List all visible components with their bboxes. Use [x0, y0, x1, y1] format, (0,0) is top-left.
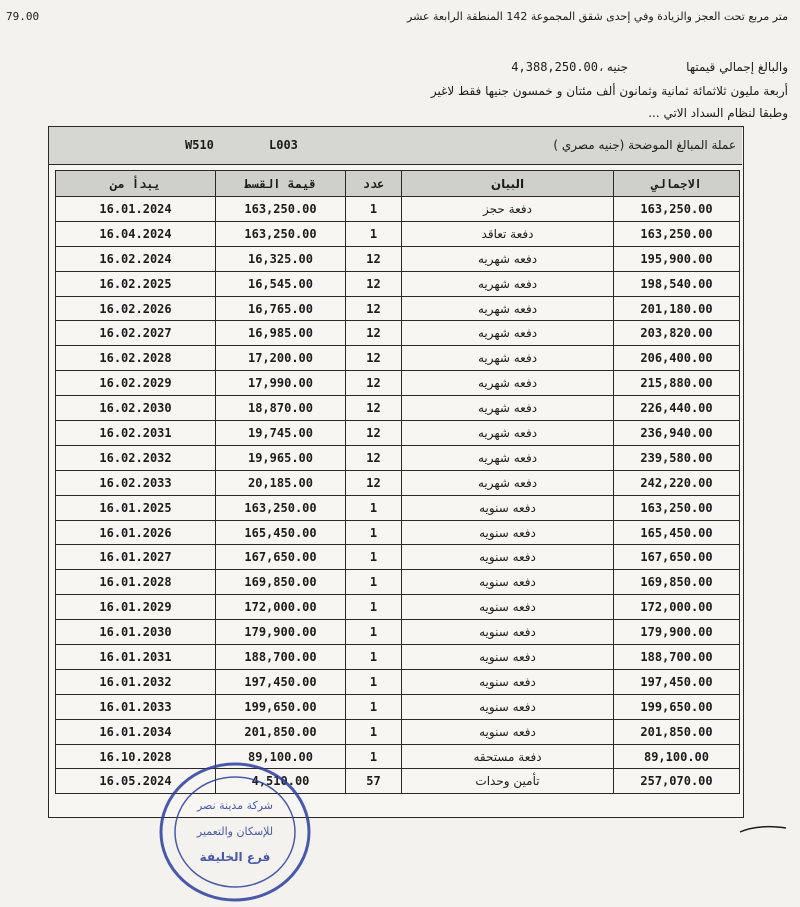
cell-count: 1 [346, 545, 402, 570]
cell-description: دفعه شهريه [402, 346, 614, 371]
cell-installment-value: 172,000.00 [216, 595, 346, 620]
total-value-line [28, 58, 788, 78]
cell-start-date: 16.02.2031 [56, 421, 216, 446]
table-row [56, 669, 740, 694]
table-row [56, 321, 740, 346]
installments-body [56, 197, 740, 794]
currency-note: عملة المبالغ الموضحة (جنيه مصري ) [553, 138, 736, 152]
cell-installment-value: 165,450.00 [216, 520, 346, 545]
cell-count: 1 [346, 595, 402, 620]
area-amount: 79.00 [6, 10, 40, 23]
cell-installment-value: 163,250.00 [216, 197, 346, 222]
cell-installment-value: 16,765.00 [216, 296, 346, 321]
cell-count: 1 [346, 620, 402, 645]
cell-installment-value: 4,510.00 [216, 769, 346, 794]
cell-count: 1 [346, 570, 402, 595]
cell-total: 163,250.00 [614, 495, 740, 520]
table-row [56, 495, 740, 520]
cell-start-date: 16.01.2034 [56, 719, 216, 744]
table-row [56, 719, 740, 744]
cell-description: دفعة مستحقه [402, 744, 614, 769]
total-value-currency: جنيه ، [599, 60, 628, 74]
cell-installment-value: 188,700.00 [216, 645, 346, 670]
cell-description: دفعه شهريه [402, 421, 614, 446]
total-value-in-words: أربعة مليون ثلاثمائة ثمانية وثمانون ألف مئتان و خمسون جنيها فقط لاغير [430, 84, 788, 98]
seal-text-line: فرع الخليفة [199, 850, 271, 864]
cell-description: دفعه سنويه [402, 645, 614, 670]
cell-start-date: 16.01.2025 [56, 495, 216, 520]
schedule-banner [49, 127, 742, 165]
cell-start-date: 16.02.2027 [56, 321, 216, 346]
cell-count: 12 [346, 296, 402, 321]
cell-total: 226,440.00 [614, 396, 740, 421]
table-row [56, 396, 740, 421]
cell-count: 1 [346, 669, 402, 694]
column-header-description: البيان [402, 171, 614, 197]
cell-installment-value: 199,650.00 [216, 694, 346, 719]
table-row [56, 371, 740, 396]
top-line [0, 8, 800, 28]
table-row [56, 545, 740, 570]
unit-code-l: L003 [269, 138, 298, 152]
cell-count: 1 [346, 694, 402, 719]
table-row [56, 620, 740, 645]
cell-total: 188,700.00 [614, 645, 740, 670]
cell-total: 197,450.00 [614, 669, 740, 694]
table-row [56, 221, 740, 246]
cell-installment-value: 16,325.00 [216, 246, 346, 271]
cell-installment-value: 16,985.00 [216, 321, 346, 346]
cell-total: 198,540.00 [614, 271, 740, 296]
payment-schedule-sheet [48, 126, 744, 864]
cell-description: دفعه سنويه [402, 545, 614, 570]
cell-count: 1 [346, 744, 402, 769]
cell-count: 12 [346, 271, 402, 296]
cell-total: 242,220.00 [614, 470, 740, 495]
table-row [56, 470, 740, 495]
cell-total: 201,180.00 [614, 296, 740, 321]
cell-count: 12 [346, 371, 402, 396]
cell-total: 199,650.00 [614, 694, 740, 719]
cell-count: 1 [346, 719, 402, 744]
cell-count: 12 [346, 470, 402, 495]
cell-total: 236,940.00 [614, 421, 740, 446]
cell-installment-value: 201,850.00 [216, 719, 346, 744]
cell-total: 201,850.00 [614, 719, 740, 744]
cell-start-date: 16.04.2024 [56, 221, 216, 246]
cell-count: 12 [346, 445, 402, 470]
table-row [56, 570, 740, 595]
cell-description: دفعه شهريه [402, 445, 614, 470]
cell-description: دفعة تعاقد [402, 221, 614, 246]
cell-start-date: 16.01.2027 [56, 545, 216, 570]
cell-description: دفعه شهريه [402, 470, 614, 495]
table-header-row [56, 171, 740, 197]
cell-installment-value: 18,870.00 [216, 396, 346, 421]
cell-installment-value: 197,450.00 [216, 669, 346, 694]
cell-description: دفعه شهريه [402, 371, 614, 396]
cell-description: دفعه سنويه [402, 495, 614, 520]
cell-start-date: 16.01.2032 [56, 669, 216, 694]
column-header-start-date: يبدأ من [56, 171, 216, 197]
cell-total: 172,000.00 [614, 595, 740, 620]
pen-mark [738, 822, 788, 836]
cell-count: 12 [346, 321, 402, 346]
cell-description: دفعه سنويه [402, 694, 614, 719]
cell-count: 12 [346, 421, 402, 446]
cell-description: تأمين وحدات [402, 769, 614, 794]
column-header-installment-value: قيمة القسط [216, 171, 346, 197]
cell-description: دفعه سنويه [402, 669, 614, 694]
cell-count: 12 [346, 246, 402, 271]
cell-total: 257,070.00 [614, 769, 740, 794]
table-row [56, 744, 740, 769]
cell-installment-value: 163,250.00 [216, 221, 346, 246]
cell-description: دفعه سنويه [402, 719, 614, 744]
column-header-count: عدد [346, 171, 402, 197]
cell-installment-value: 89,100.00 [216, 744, 346, 769]
table-row [56, 346, 740, 371]
cell-start-date: 16.01.2031 [56, 645, 216, 670]
cell-start-date: 16.01.2030 [56, 620, 216, 645]
cell-total: 163,250.00 [614, 197, 740, 222]
cell-description: دفعه شهريه [402, 246, 614, 271]
cell-start-date: 16.01.2029 [56, 595, 216, 620]
cell-description: دفعه سنويه [402, 570, 614, 595]
table-row [56, 197, 740, 222]
cell-total: 203,820.00 [614, 321, 740, 346]
cell-start-date: 16.01.2028 [56, 570, 216, 595]
cell-start-date: 16.02.2024 [56, 246, 216, 271]
payment-plan-intro: وطبقا لنظام السداد الاتي ... [648, 106, 788, 120]
cell-total: 163,250.00 [614, 221, 740, 246]
cell-installment-value: 19,745.00 [216, 421, 346, 446]
cell-start-date: 16.01.2024 [56, 197, 216, 222]
cell-installment-value: 16,545.00 [216, 271, 346, 296]
cell-start-date: 16.02.2026 [56, 296, 216, 321]
installments-table [55, 170, 740, 794]
cell-start-date: 16.10.2028 [56, 744, 216, 769]
table-row [56, 246, 740, 271]
cell-installment-value: 167,650.00 [216, 545, 346, 570]
cell-start-date: 16.02.2029 [56, 371, 216, 396]
cell-count: 57 [346, 769, 402, 794]
cell-installment-value: 20,185.00 [216, 470, 346, 495]
cell-description: دفعه سنويه [402, 520, 614, 545]
cell-installment-value: 17,200.00 [216, 346, 346, 371]
cell-total: 179,900.00 [614, 620, 740, 645]
cell-total: 206,400.00 [614, 346, 740, 371]
cell-start-date: 16.02.2033 [56, 470, 216, 495]
cell-total: 167,650.00 [614, 545, 740, 570]
cell-total: 239,580.00 [614, 445, 740, 470]
cell-description: دفعه شهريه [402, 296, 614, 321]
cell-count: 12 [346, 346, 402, 371]
table-row [56, 645, 740, 670]
cell-description: دفعه شهريه [402, 321, 614, 346]
table-row [56, 694, 740, 719]
total-value-amount: 4,388,250.00 [511, 60, 598, 74]
cell-start-date: 16.05.2024 [56, 769, 216, 794]
cell-count: 1 [346, 221, 402, 246]
cell-count: 12 [346, 396, 402, 421]
area-description: متر مربع تحت العجز والزيادة وفي إحدى شقق المجموعة 142 المنطقة الرابعة عشر [407, 10, 788, 23]
cell-installment-value: 19,965.00 [216, 445, 346, 470]
cell-start-date: 16.01.2033 [56, 694, 216, 719]
total-value-label: والبالغ إجمالي قيمتها [686, 60, 788, 74]
table-row [56, 595, 740, 620]
cell-start-date: 16.02.2025 [56, 271, 216, 296]
unit-code-w: W510 [185, 138, 214, 152]
cell-total: 215,880.00 [614, 371, 740, 396]
table-row [56, 271, 740, 296]
column-header-total: الاجمالي [614, 171, 740, 197]
cell-installment-value: 17,990.00 [216, 371, 346, 396]
cell-total: 165,450.00 [614, 520, 740, 545]
cell-total: 89,100.00 [614, 744, 740, 769]
cell-count: 1 [346, 197, 402, 222]
cell-description: دفعة حجز [402, 197, 614, 222]
cell-total: 169,850.00 [614, 570, 740, 595]
table-row [56, 445, 740, 470]
cell-total: 195,900.00 [614, 246, 740, 271]
cell-count: 1 [346, 645, 402, 670]
cell-description: دفعه شهريه [402, 271, 614, 296]
cell-installment-value: 163,250.00 [216, 495, 346, 520]
table-row [56, 769, 740, 794]
cell-description: دفعه سنويه [402, 595, 614, 620]
table-row [56, 296, 740, 321]
cell-start-date: 16.02.2032 [56, 445, 216, 470]
cell-start-date: 16.01.2026 [56, 520, 216, 545]
cell-count: 1 [346, 495, 402, 520]
table-row [56, 520, 740, 545]
cell-description: دفعه شهريه [402, 396, 614, 421]
cell-start-date: 16.02.2030 [56, 396, 216, 421]
seal-text-line: شركة مدينة نصر [196, 799, 274, 812]
table-row [56, 421, 740, 446]
cell-count: 1 [346, 520, 402, 545]
cell-start-date: 16.02.2028 [56, 346, 216, 371]
seal-text-line: للإسكان والتعمير [196, 825, 274, 838]
cell-installment-value: 179,900.00 [216, 620, 346, 645]
cell-installment-value: 169,850.00 [216, 570, 346, 595]
cell-description: دفعه سنويه [402, 620, 614, 645]
